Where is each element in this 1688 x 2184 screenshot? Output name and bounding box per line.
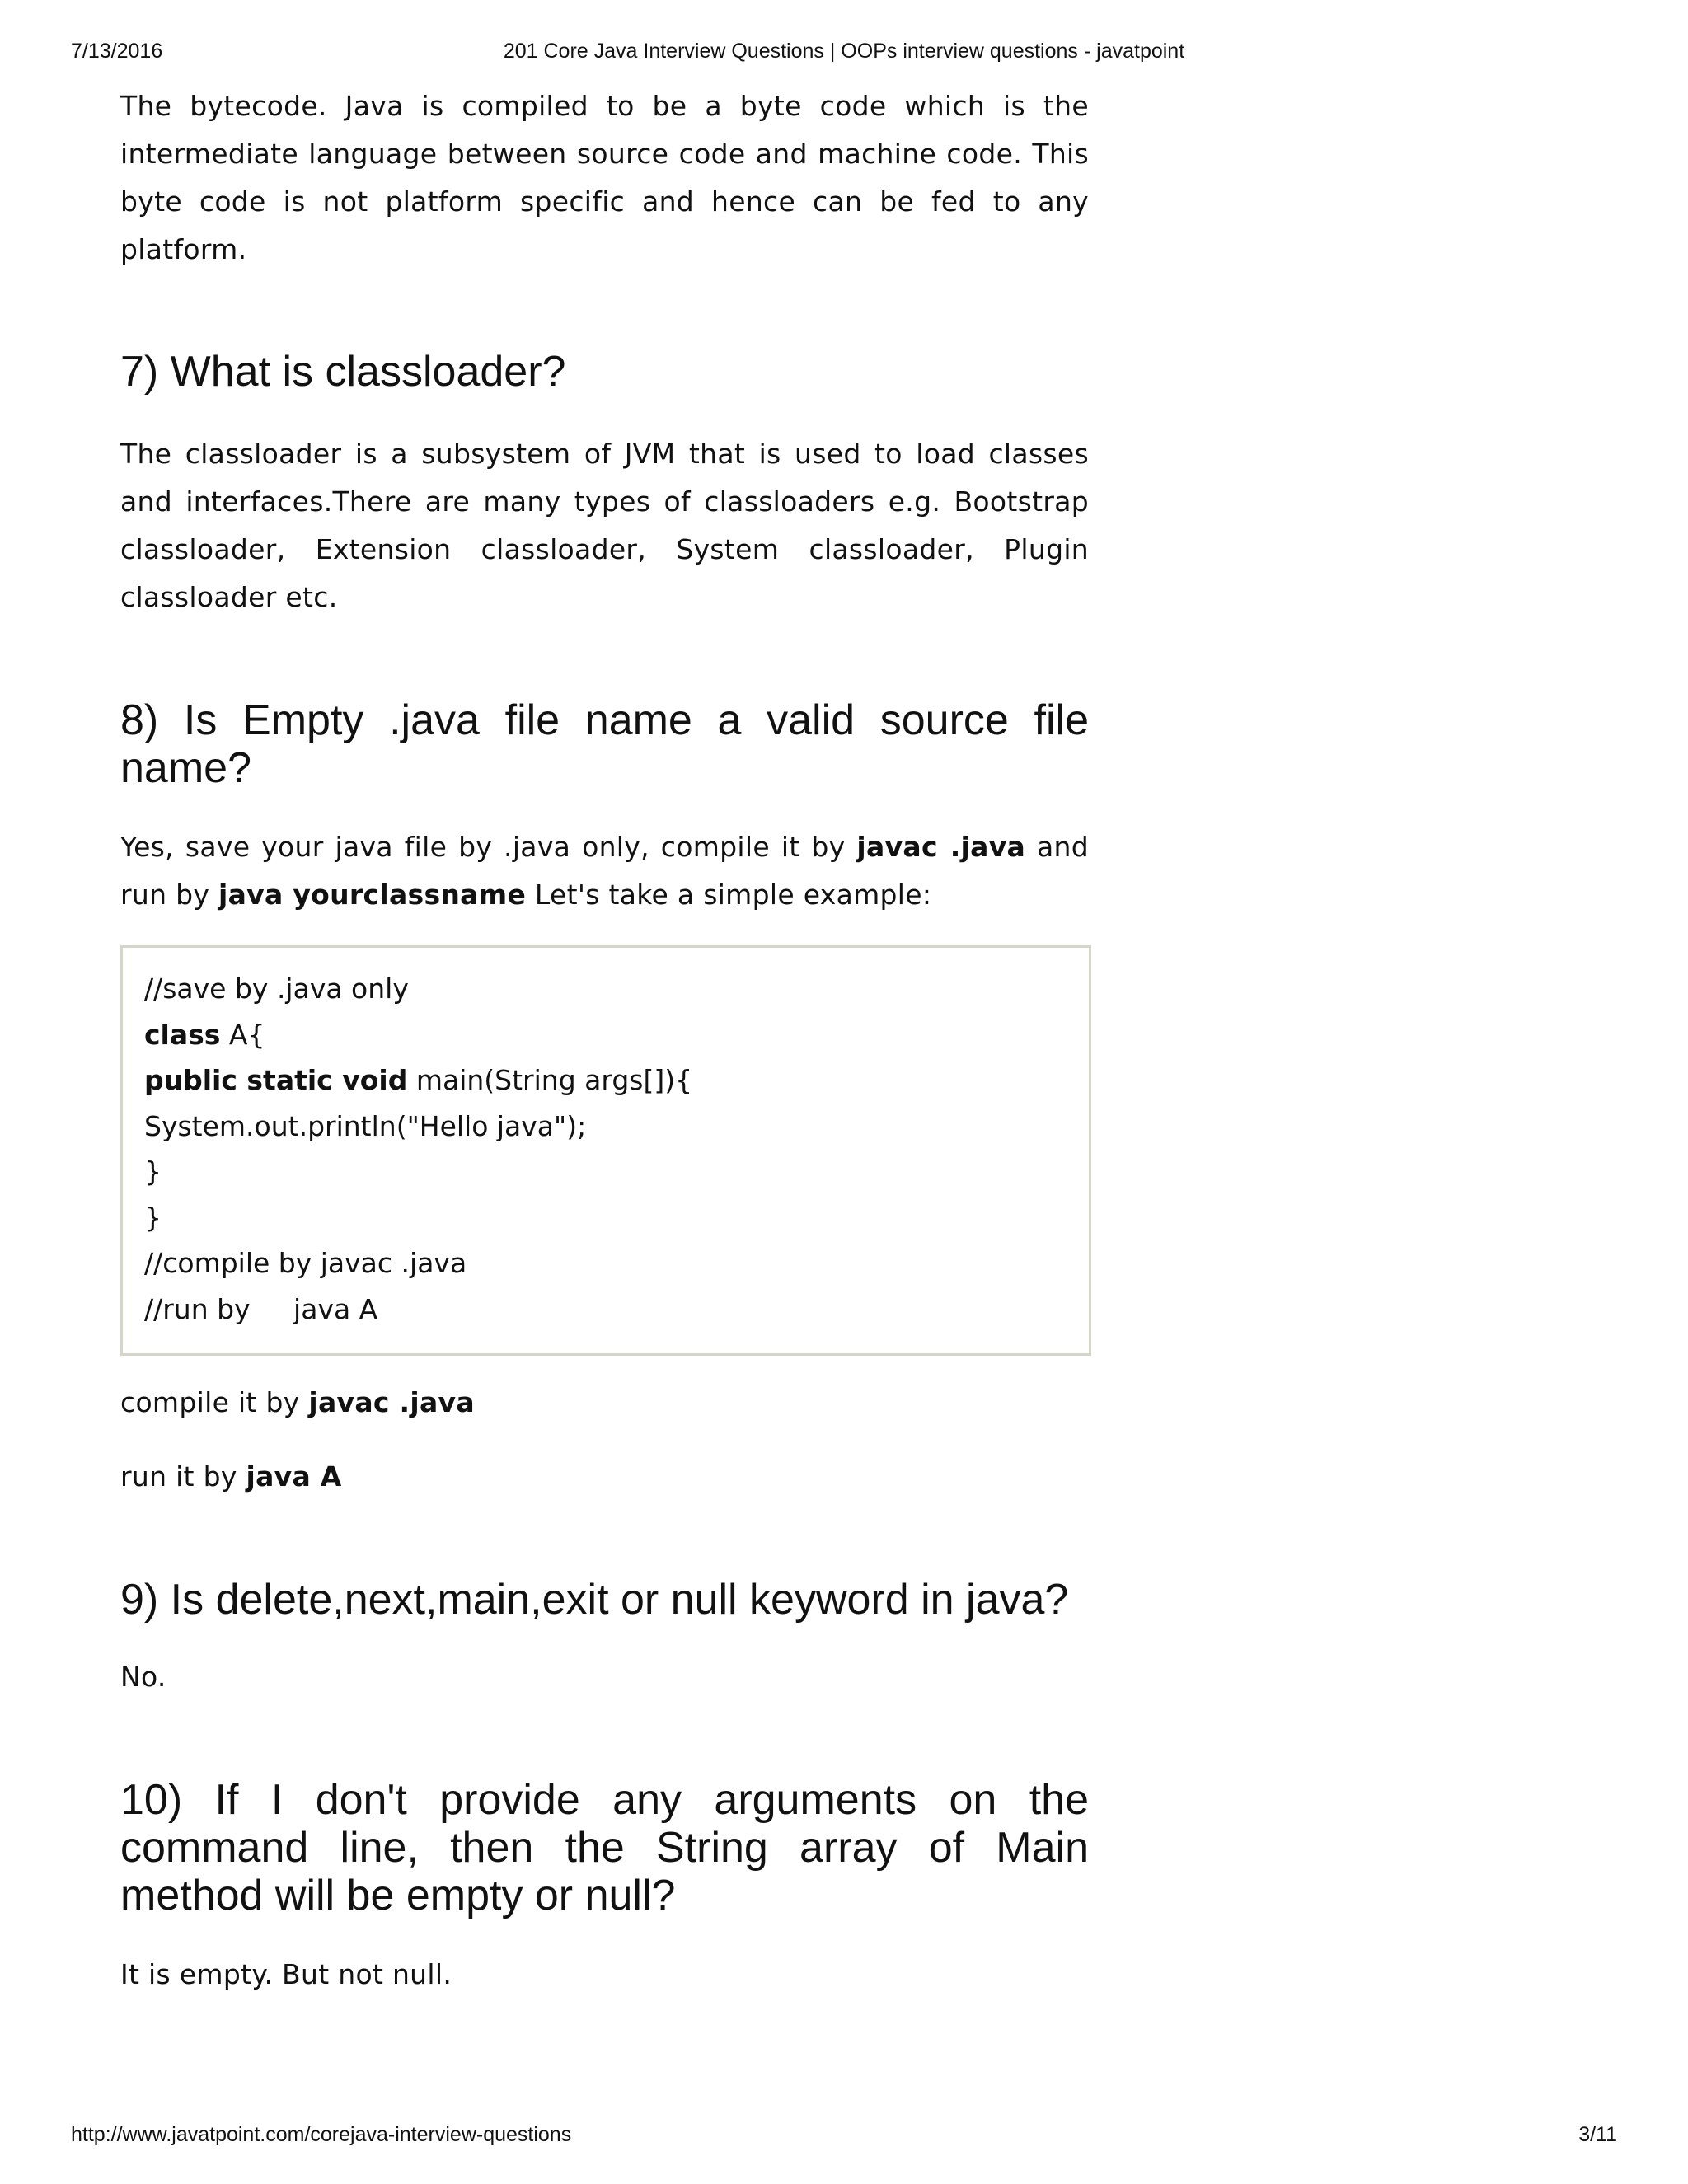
question-10-answer: It is empty. But not null. [120, 1958, 452, 1990]
question-8-answer [120, 823, 1089, 919]
code-line-8: //run by java A [144, 1292, 378, 1325]
question-7-answer: The classloader is a subsystem of JVM that is used to load classes and interfaces.There are many types of classloaders e.g. Bootstrap classloader, Extension classloader, System classloader, Plugin classloader etc. [120, 438, 1089, 613]
footer-url: http://www.javatpoint.com/corejava-interview-questions [71, 2123, 572, 2146]
code-line-2 [144, 1012, 1067, 1058]
intro-paragraph: The bytecode. Java is compiled to be a byte code which is the intermediate language between source code and machine code. This byte code is not platform specific and hence can be fed to any platform. [120, 90, 1089, 265]
run-instruction [120, 1453, 1089, 1501]
q8-answer-text-2: and run by [120, 831, 1090, 911]
code-line-1: //save by .java only [144, 972, 409, 1005]
compile-command: javac .java [308, 1386, 475, 1418]
code-keyword-public-static-void: public static void [144, 1064, 408, 1096]
run-label: run it by [120, 1460, 246, 1493]
code-line-5: } [144, 1155, 162, 1188]
question-9-heading: 9) Is delete,next,main,exit or null keyword in java? [120, 1576, 1069, 1624]
code-line-3-rest: main(String args[]){ [407, 1064, 693, 1096]
q8-answer-text-1: Yes, save your java file by .java only, compile it by [120, 831, 857, 863]
article-content [120, 82, 1089, 1999]
code-line-3 [144, 1057, 1067, 1104]
q8-answer-bold-1: javac .java [856, 831, 1026, 863]
code-keyword-class: class [144, 1018, 221, 1051]
compile-instruction [120, 1379, 1089, 1427]
code-line-2-rest: A{ [220, 1018, 265, 1051]
code-line-4: System.out.println("Hello java"); [144, 1109, 587, 1142]
header-title: 201 Core Java Interview Questions | OOPs interview questions - javatpoint [503, 40, 1185, 63]
q8-answer-text-3: Let's take a simple example: [526, 879, 932, 911]
run-command: java A [246, 1460, 342, 1493]
page-footer [0, 2123, 1688, 2151]
footer-page-number: 3/11 [1578, 2123, 1617, 2146]
question-9-answer: No. [120, 1661, 166, 1693]
q8-answer-bold-2: java yourclassname [218, 879, 527, 911]
header-date: 7/13/2016 [71, 40, 163, 63]
question-10-heading: 10) If I don't provide any arguments on the command line, then the String array of Main method will be empty or null? [120, 1776, 1089, 1919]
page-header [0, 40, 1688, 68]
question-7-heading: 7) What is classloader? [120, 348, 566, 396]
code-line-7: //compile by javac .java [144, 1247, 467, 1279]
question-8-heading: 8) Is Empty .java file name a valid source file name? [120, 696, 1089, 792]
code-example-box [120, 945, 1091, 1356]
compile-label: compile it by [120, 1386, 309, 1418]
code-line-6: } [144, 1201, 162, 1234]
